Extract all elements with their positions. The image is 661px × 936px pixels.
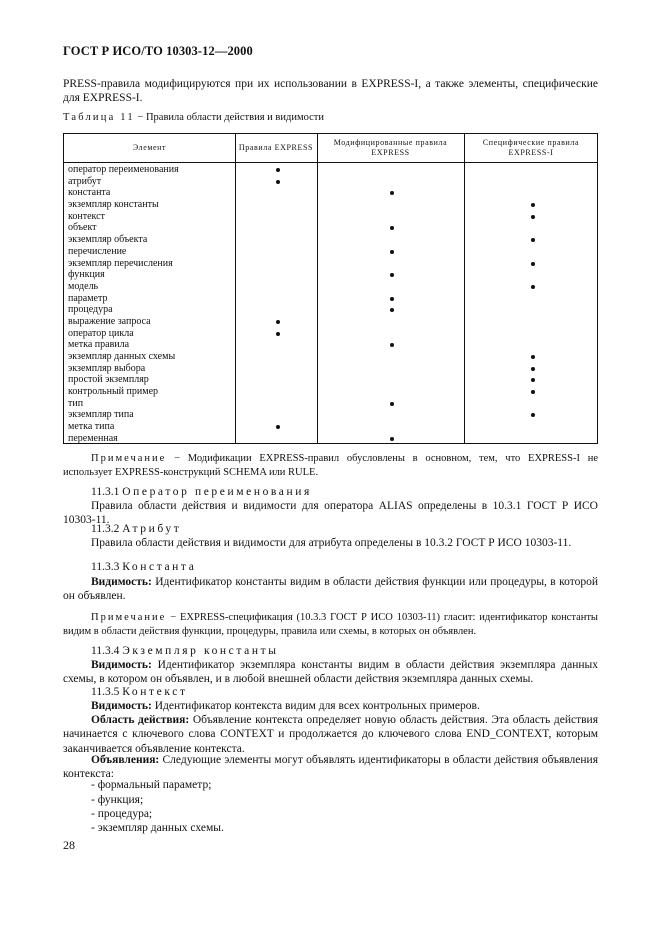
section-11-3-3-heading (91, 560, 196, 574)
section-11-3-5-scope (63, 713, 598, 756)
section-number: 11.3.4 (91, 645, 123, 657)
section-11-3-2-heading (91, 522, 181, 536)
section-number: 11.3.5 (91, 686, 123, 698)
column-header-modified: Модифицированные правила EXPRESS (333, 138, 448, 157)
bold-term: Видимость: (91, 700, 152, 712)
table-row (64, 187, 597, 199)
table-row (64, 398, 597, 410)
row-element-name: константа (68, 187, 111, 199)
section-11-3-4-text (63, 658, 598, 687)
paragraph-text: Следующие элементы могут объявлять идентификаторы в области действия объявления контекста: (63, 754, 598, 781)
bullet-mark-specific (531, 355, 535, 359)
bullet-mark-modified (390, 402, 394, 406)
bullet-mark-express (276, 320, 280, 324)
table-row (64, 433, 597, 445)
bullet-mark-specific (531, 390, 535, 394)
section-number: 11.3.3 (91, 561, 123, 573)
bullet-mark-modified (390, 273, 394, 277)
table-row (64, 199, 597, 211)
scope-visibility-table (63, 133, 598, 444)
row-element-name: простой экземпляр (68, 374, 149, 386)
note-2 (63, 611, 598, 638)
bullet-mark-specific (531, 238, 535, 242)
row-element-name: выражение запроса (68, 315, 151, 327)
list-item: - формальный параметр; (91, 779, 212, 791)
section-number: 11.3.2 (91, 523, 123, 535)
table-caption-label: Таблица 11 (63, 112, 135, 123)
note-1 (63, 452, 598, 479)
bold-term: Видимость: (91, 576, 152, 588)
bullet-mark-express (276, 425, 280, 429)
column-header-express: Правила EXPRESS (238, 143, 314, 152)
list-item: - процедура; (91, 808, 153, 820)
row-element-name: атрибут (68, 175, 102, 187)
bullet-mark-specific (531, 285, 535, 289)
row-element-name: экземпляр константы (68, 199, 159, 211)
table-row (64, 246, 597, 258)
bullet-mark-modified (390, 437, 394, 441)
bullet-mark-modified (390, 308, 394, 312)
table-row (64, 281, 597, 293)
bullet-mark-specific (531, 367, 535, 371)
row-element-name: контекст (68, 210, 105, 222)
table-row (64, 363, 597, 375)
bullet-mark-modified (390, 297, 394, 301)
row-element-name: оператор переименования (68, 164, 179, 175)
section-11-3-5-visibility (63, 699, 598, 713)
bullet-mark-specific (531, 203, 535, 207)
row-element-name: оператор цикла (68, 327, 134, 339)
table-row (64, 176, 597, 188)
intro-paragraph: PRESS-правила модифицируются при их использовании в EXPRESS-I, а также элементы, специфические для EXPRESS-I. (63, 78, 598, 105)
section-title: Контекст (122, 686, 188, 698)
section-title: Оператор переименования (122, 486, 312, 498)
table-row (64, 386, 597, 398)
table-row (64, 328, 597, 340)
note-2-label: Примечание (91, 612, 167, 623)
section-11-3-2-text: Правила области действия и видимости для атрибута определены в 10.3.2 ГОСТ Р ИСО 10303-11. (91, 537, 572, 549)
paragraph-text: Идентификатор экземпляра константы видим в области действия экземпляра данных схемы, в котором он объявлен, и в любой внешней области действия экземпляра данных схемы. (63, 659, 598, 686)
row-element-name: модель (68, 280, 99, 292)
paragraph-text: Идентификатор контекста видим для всех контрольных примеров. (151, 700, 480, 712)
bullet-mark-modified (390, 250, 394, 254)
row-element-name: параметр (68, 292, 108, 304)
row-element-name: метка правила (68, 339, 130, 351)
bullet-mark-modified (390, 191, 394, 195)
row-element-name: экземпляр объекта (68, 234, 148, 246)
table-row (64, 304, 597, 316)
table-row (64, 269, 597, 281)
row-element-name: переменная (68, 432, 118, 444)
bullet-mark-modified (390, 343, 394, 347)
section-title: Атрибут (122, 523, 182, 535)
table-caption (63, 112, 324, 123)
note-2-text: − EXPRESS-спецификация (10.3.3 ГОСТ Р ИСО 10303-11) гласит: идентификатор константы видим в области действия функции, процедуры, правила или схемы, в которых он объявлен. (63, 612, 598, 637)
table-row (64, 409, 597, 421)
section-11-3-3-text (63, 575, 598, 604)
list-item: - экземпляр данных схемы. (91, 822, 224, 834)
bold-term: Объявления: (91, 754, 160, 766)
paragraph-text: Идентификатор константы видим в области действия функции или процедуры, в которой он объявлен. (63, 576, 598, 603)
bullet-mark-specific (531, 413, 535, 417)
table-row (64, 222, 597, 234)
table-row (64, 374, 597, 386)
table-row (64, 421, 597, 433)
row-element-name: экземпляр выбора (68, 362, 146, 374)
row-element-name: процедура (68, 304, 113, 316)
bold-term: Видимость: (91, 659, 152, 671)
column-header-element: Элемент (132, 143, 167, 152)
section-title: Константа (122, 561, 197, 573)
column-header-specific: Специфические правила EXPRESS-I (482, 138, 580, 157)
row-element-name: объект (68, 222, 97, 234)
table-row (64, 164, 597, 176)
row-element-name: перечисление (68, 245, 127, 257)
table-row (64, 339, 597, 351)
row-element-name: экземпляр данных схемы (68, 351, 176, 362)
section-11-3-5-heading (91, 685, 188, 699)
section-11-3-1-text: Правила области действия и видимости для оператора ALIAS определены в 10.3.1 ГОСТ Р ИСО 10303-11. (63, 500, 598, 527)
bullet-mark-specific (531, 215, 535, 219)
row-element-name: тип (68, 397, 84, 409)
row-element-name: функция (68, 269, 105, 281)
table-row (64, 258, 597, 270)
row-element-name: экземпляр перечисления (68, 257, 173, 269)
table-row (64, 234, 597, 246)
table-row (64, 293, 597, 305)
page-number: 28 (63, 838, 75, 852)
table-body (64, 164, 597, 445)
table-caption-text: − Правила области действия и видимости (134, 112, 324, 123)
row-element-name: контрольный пример (68, 386, 159, 398)
section-11-3-1-heading (91, 485, 312, 499)
note-1-label: Примечание (91, 453, 167, 464)
paragraph-text: Объявление контекста определяет новую область действия. Эта область действия начинается с ключевого слова CONTEXT и продолжается до ключевого слова END_CONTEXT, которым заканчивается объявление контекста. (63, 714, 598, 755)
section-11-3-4-heading (91, 644, 279, 658)
row-element-name: экземпляр типа (68, 409, 134, 421)
bullet-mark-express (276, 180, 280, 184)
section-number: 11.3.1 (91, 486, 123, 498)
bold-term: Область действия: (91, 714, 190, 726)
table-row (64, 211, 597, 223)
table-row (64, 351, 597, 363)
table-row (64, 316, 597, 328)
note-1-text: − Модификации EXPRESS-правил обусловлены в основном, тем, что EXPRESS-I не использует EXPRESS-конструкций SCHEMA или RULE. (63, 453, 598, 478)
document-header: ГОСТ Р ИСО/ТО 10303-12—2000 (63, 44, 253, 58)
bullet-mark-express (276, 168, 280, 172)
row-element-name: метка типа (68, 421, 115, 433)
list-item: - функция; (91, 794, 144, 806)
bullet-mark-specific (531, 378, 535, 382)
bullet-mark-express (276, 332, 280, 336)
bullet-mark-specific (531, 262, 535, 266)
bullet-mark-modified (390, 226, 394, 230)
section-title: Экземпляр константы (122, 645, 279, 657)
